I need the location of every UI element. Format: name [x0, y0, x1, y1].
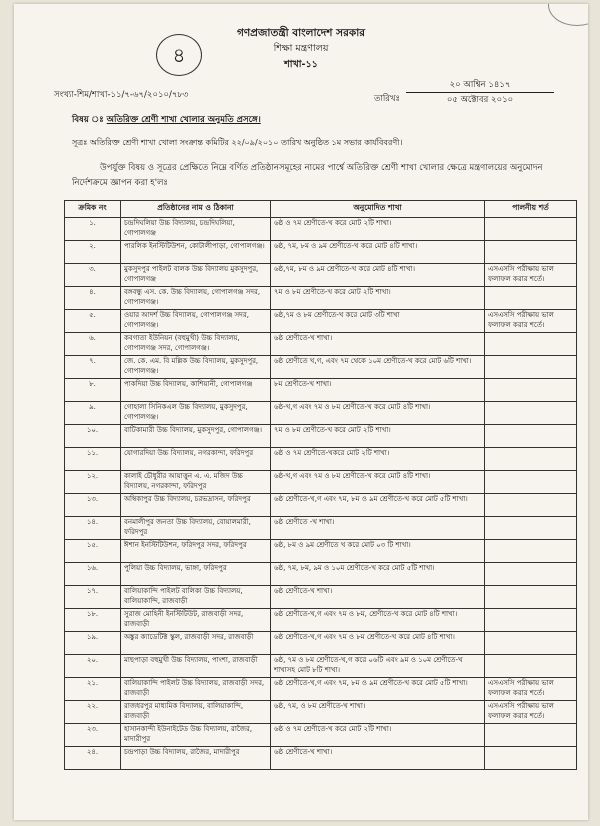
- cell-approved-branch: ৬ষ্ঠ-খ,গ এবং ৭ম ও ৮ম শ্রেণীতে-খ করে মোট ৪টি শাখা।: [271, 471, 485, 494]
- cell-condition: এসএসসি পরীক্ষায় ভাল ফলাফল করার শর্তে।: [485, 678, 577, 701]
- date-bangla: ২০ আশ্বিন ১৪১৭: [449, 80, 511, 90]
- date-label: তারিখঃ: [374, 94, 401, 104]
- date-box: [406, 78, 554, 107]
- cell-institution: বাটিকামারী উচ্চ বিদ্যালয়, মুকসুদপুর, গোপালগঞ্জ।: [121, 425, 271, 448]
- cell-institution: পুলিয়া উচ্চ বিদ্যালয়, ভাঙ্গা, ফরিদপুর: [121, 563, 271, 586]
- cell-condition: [485, 494, 577, 517]
- cell-approved-branch: ৬ষ্ঠ, ৭ম, ৮ম ও ৯ম শ্রেণীতে-খ করে মোট ৪টি শাখা।: [271, 241, 485, 264]
- table-row: [65, 678, 577, 701]
- table-row: [65, 517, 577, 540]
- cell-institution: পাকদিয়া উচ্চ বিদ্যালয়, কাশিয়ানী, গোপালগঞ্জ: [121, 379, 271, 402]
- page-number: ৪: [156, 34, 202, 76]
- table-row: [65, 333, 577, 356]
- table-row: [65, 448, 577, 471]
- cell-institution: পারলিক ইনস্টিটিউশন, কোটালীপাড়া, গোপালগঞ্জ।: [121, 241, 271, 264]
- cell-condition: [485, 747, 577, 770]
- cell-institution: বালিয়াকান্দি পাইলট উচ্চ বিদ্যালয়, রাজবাড়ী সদর, রাজবাড়ী: [121, 678, 271, 701]
- cell-condition: [485, 425, 577, 448]
- cell-approved-branch: ৬ষ্ঠ শ্রেণীতে-খ শাখা।: [271, 747, 485, 770]
- cell-approved-branch: ৬ষ্ঠ ও ৭ম শ্রেণীতে-খ করে মোট ২টি শাখা।: [271, 218, 485, 241]
- cell-approved-branch: ৬ষ্ঠ শ্রেণীতে-খ,গ এবং ৭ম ও ৮ম শ্রেণীতে-খ করে মোট ৪টি শাখা।: [271, 632, 485, 655]
- cell-institution: সুরাজ মোহিনী ইনস্টিটিউট, রাজবাড়ী সদর, রাজবাড়ী: [121, 609, 271, 632]
- cell-condition: [485, 586, 577, 609]
- document-page: [14, 4, 588, 820]
- cell-condition: [485, 540, 577, 563]
- cell-serial: ১১.: [65, 448, 121, 471]
- table-row: [65, 540, 577, 563]
- header-serial: ক্রমিক নং: [65, 201, 121, 218]
- cell-institution: চন্দ্রদিঘলিয়া উচ্চ বিদ্যালয়, চন্দ্রদিঘলিয়া, গোপালগঞ্জ: [121, 218, 271, 241]
- cell-approved-branch: ৬ষ্ঠ, ৮ম ও ৯ম শ্রেণীতে খ করে মোট ০৩ টি শাখা।: [271, 540, 485, 563]
- cell-serial: ৩.: [65, 264, 121, 287]
- cell-approved-branch: ৬ষ্ঠ, ৭ম, ও ৮ম শ্রেণীতে-খ শাখা।: [271, 701, 485, 724]
- cell-serial: ৪.: [65, 287, 121, 310]
- table-row: [65, 287, 577, 310]
- header-institution: প্রতিষ্ঠানের নাম ও ঠিকানা: [121, 201, 271, 218]
- cell-serial: ২৪.: [65, 747, 121, 770]
- cell-serial: ৫.: [65, 310, 121, 333]
- cell-institution: মুকসুদপুর পাইলট বালক উচ্চ বিদ্যালয় মুকসুদপুর, গোপালগঞ্জ: [121, 264, 271, 287]
- cell-approved-branch: ৬ষ্ঠ শ্রেণীতে-খ,গ এবং ৭ম ও ৮ম, শ্রেণীতে-খ করে মোট ৪টি শাখা।: [271, 609, 485, 632]
- cell-institution: ঈশান ইনস্টিটিউশন, ফরিদপুর সদর, ফরিদপুর: [121, 540, 271, 563]
- cell-serial: ২১.: [65, 678, 121, 701]
- corner-stamp: [548, 4, 588, 26]
- subject-text: অতিরিক্ত শ্রেণী শাখা খোলার অনুমতি প্রসঙ্গে।: [106, 115, 261, 125]
- table-row: [65, 310, 577, 333]
- cell-serial: ১৩.: [65, 494, 121, 517]
- table-row: [65, 402, 577, 425]
- cell-institution: বঙ্গবন্ধু এস. কে. উচ্চ বিদ্যালয়, গোপালগঞ্জ সদর, গোপালগঞ্জ।: [121, 287, 271, 310]
- body-paragraph: উপর্যুক্ত বিষয় ও সূত্রের প্রেক্ষিতে নিম্নে বর্ণিত প্রতিষ্ঠানসমূহের নামের পার্শ্বে অতিরিক্ত শ্রেণী শাখা খোলার ক্ষেত্রে মন্ত্রণালয়ের অনুমোদন নির্দেশক্রমে জ্ঞাপন করা হ'লঃ: [72, 163, 543, 188]
- cell-approved-branch: ৮ম শ্রেণীতে-খ শাখা।: [271, 379, 485, 402]
- cell-condition: [485, 655, 577, 678]
- cell-condition: [485, 241, 577, 264]
- cell-condition: এসএসসি পরীক্ষায় ভাল ফলাফল করার শর্তে।: [485, 264, 577, 287]
- cell-institution: বনমালীপুর জনতা উচ্চ বিদ্যালয়, বোয়ালমারী, ফরিদপুর: [121, 517, 271, 540]
- cell-institution: কালাই চৌধুরীর আয়াত্তুন এ. এ. মজিদ উচ্চ বিদ্যালয়, নগরকান্দা, ফরিদপুর: [121, 471, 271, 494]
- cell-institution: অঙ্কুর ক্যাডেটিক্ট স্কুল, রাজবাড়ী সদর, রাজবাড়ী: [121, 632, 271, 655]
- table-header-row: [65, 201, 577, 218]
- cell-serial: ১৪.: [65, 517, 121, 540]
- table-row: [65, 425, 577, 448]
- cell-approved-branch: ৬ষ্ঠ শ্রেণীতে-খ শাখা।: [271, 586, 485, 609]
- table-row: [65, 356, 577, 379]
- cell-condition: [485, 563, 577, 586]
- cell-serial: ১৭.: [65, 586, 121, 609]
- table-row: [65, 264, 577, 287]
- table-row: [65, 701, 577, 724]
- cell-institution: রাজধরপুর মাধ্যমিক বিদ্যালয়, বালিয়াকান্দি, রাজবাড়ী: [121, 701, 271, 724]
- cell-approved-branch: ৬ষ্ঠ শ্রেণীতে -খ শাখা।: [271, 517, 485, 540]
- ministry-title: শিক্ষা মন্ত্রণালয়: [273, 43, 329, 54]
- cell-institution: অম্বিকাপুর উচ্চ বিদ্যালয়, চরভদ্রাসন, ফরিদপুর: [121, 494, 271, 517]
- footer-note: [52, 812, 54, 818]
- cell-serial: ৯.: [65, 402, 121, 425]
- cell-approved-branch: ৬ষ্ঠ, ৭ম ও ৮ম শ্রেণীতে-খ,গ করে ০৬টি এবং ৯ম ও ১০ম শ্রেণীতে-খ শাখাসহ মোট ৮টি শাখা।: [271, 655, 485, 678]
- cell-approved-branch: ৬ষ্ঠ,৭ম ও ৮ম শ্রেণীতে-খ করে মোট ৩টি শাখা: [271, 310, 485, 333]
- subject-label: বিষয় ঃ: [72, 115, 104, 125]
- table-row: [65, 379, 577, 402]
- table-row: [65, 494, 577, 517]
- cell-institution: গোহালা সিনিকএল উচ্চ বিদ্যালয়, মুকসুদপুর, গোপালগঞ্জ।: [121, 402, 271, 425]
- table-row: [65, 724, 577, 747]
- cell-institution: জে. কে. এম. বি মল্লিক উচ্চ বিদ্যালয়, মুকসুদপুর, গোপালগঞ্জ।: [121, 356, 271, 379]
- cell-serial: ১০.: [65, 425, 121, 448]
- cell-serial: ৮.: [65, 379, 121, 402]
- cell-approved-branch: ৬ষ্ঠ, ৭ম, ৮ম, ৯ম ও ১০ম শ্রেণীতে-খ করে মোট ৫টি শাখা।: [271, 563, 485, 586]
- table-row: [65, 632, 577, 655]
- table-row: [65, 471, 577, 494]
- cell-condition: এসএসসি পরীক্ষায় ভাল ফলাফল করার শর্তে।: [485, 310, 577, 333]
- cell-condition: [485, 356, 577, 379]
- cell-condition: [485, 448, 577, 471]
- cell-serial: ২৩.: [65, 724, 121, 747]
- institutions-table: [64, 200, 577, 770]
- cell-serial: ৭.: [65, 356, 121, 379]
- table-row: [65, 747, 577, 770]
- cell-condition: [485, 402, 577, 425]
- cell-institution: হাসানকান্দী ইউনাইটেড উচ্চ বিদ্যালয়, রাজৈর, মাদারীপুর: [121, 724, 271, 747]
- cell-approved-branch: ৬ষ্ঠ ও ৭ম শ্রেণীতে-খকরে মোট ২টি শাখা।: [271, 448, 485, 471]
- cell-serial: ২.: [65, 241, 121, 264]
- table-row: [65, 218, 577, 241]
- cell-institution: যোগারদিয়া উচ্চ বিদ্যালয়, নগরকান্দা, ফরিদপুর: [121, 448, 271, 471]
- cell-approved-branch: ৬ষ্ঠ শ্রেণীতে-খ,গ এবং ৭ম, ৮ম ও ৯ম শ্রেণীতে-খ করে মোট ৫টি শাখা।: [271, 678, 485, 701]
- cell-condition: [485, 517, 577, 540]
- cell-institution: মাছপাড়া বহুমুখী উচ্চ বিদ্যালয়, পাংশা, রাজবাড়ী: [121, 655, 271, 678]
- cell-institution: কবগাতা ইউনিয়ন (বহুমুখী) উচ্চ বিদ্যালয়, গোপালগঞ্জ সদর, গোপালগঞ্জ।: [121, 333, 271, 356]
- cell-condition: [485, 218, 577, 241]
- cell-serial: ২০.: [65, 655, 121, 678]
- table-row: [65, 586, 577, 609]
- cell-approved-branch: ৬ষ্ঠ শ্রেণীতে-খ,গ এবং ৭ম, ৮ম ও ৯ম শ্রেণীতে-খ করে মোট ৫টি শাখা।: [271, 494, 485, 517]
- cell-serial: ১৯.: [65, 632, 121, 655]
- branch-title: শাখা-১১: [284, 59, 318, 70]
- cell-condition: [485, 724, 577, 747]
- cell-condition: এসএসসি পরীক্ষায় ভাল ফলাফল করার শর্তে।: [485, 701, 577, 724]
- cell-serial: ৬.: [65, 333, 121, 356]
- memo-number: সংখ্যা-শিম/শাখা-১১/৭-৬৭/২০১০/৭৮৩: [54, 90, 189, 100]
- cell-institution: বালিয়াকান্দি পাইলট বালিকা উচ্চ বিদ্যালয়, বালিয়াকান্দি, রাজবাড়ী: [121, 586, 271, 609]
- cell-condition: [485, 379, 577, 402]
- cell-approved-branch: ৭ম ও ৮ম শ্রেণীতে-খ করে মোট ২টি শাখা।: [271, 425, 485, 448]
- cell-institution: চন্দ্রপাড়া উচ্চ বিদ্যালয়, রাজৈর, মাদারীপুর: [121, 747, 271, 770]
- cell-approved-branch: ৬ষ্ঠ ও ৭ম শ্রেণীতে-খ করে মোট ২টি শাখা।: [271, 724, 485, 747]
- header-approved-branch: অনুমোদিত শাখা: [271, 201, 485, 218]
- cell-serial: ১৬.: [65, 563, 121, 586]
- subject-line: [72, 113, 261, 127]
- cell-serial: ১৮.: [65, 609, 121, 632]
- table-row: [65, 563, 577, 586]
- cell-condition: [485, 287, 577, 310]
- cell-serial: ১.: [65, 218, 121, 241]
- cell-condition: [485, 632, 577, 655]
- reference-line: সূত্রঃ অতিরিক্ত শ্রেণী শাখা খোলা সংক্রান্ত কমিটির ২২/০৯/২০১০ তারিখ অনুষ্ঠিত ১ম সভার কার্যবিবরণী।: [72, 138, 403, 147]
- date-english: ০৫ অক্টোবর ২০১০: [406, 92, 554, 107]
- table-row: [65, 241, 577, 264]
- cell-serial: ১২.: [65, 471, 121, 494]
- cell-condition: [485, 333, 577, 356]
- cell-condition: [485, 471, 577, 494]
- cell-approved-branch: ৬ষ্ঠ,৭ম, ৮ম ও ৯ম শ্রেণীতে-খ করে মোট ৪টি শাখা।: [271, 264, 485, 287]
- cell-serial: ১৫.: [65, 540, 121, 563]
- table-row: [65, 609, 577, 632]
- cell-approved-branch: ৭ম ও ৮ম শ্রেণীতে-খ করে মোট ২টি শাখা।: [271, 287, 485, 310]
- cell-institution: ওয়ার আদর্শ উচ্চ বিদ্যালয়, গোপালগঞ্জ সদর, গোপালগঞ্জ।: [121, 310, 271, 333]
- cell-condition: [485, 609, 577, 632]
- cell-approved-branch: ৬ষ্ঠ শ্রেণীতে-খ শাখা।: [271, 333, 485, 356]
- header-condition: পালনীয় শর্ত: [485, 201, 577, 218]
- government-title: গণপ্রজাতন্ত্রী বাংলাদেশ সরকার: [236, 27, 366, 39]
- cell-approved-branch: ৬ষ্ঠ-খ,গ এবং ৭ম ও ৮ম শ্রেণীতে-খ করে মোট ৪টি শাখা।: [271, 402, 485, 425]
- cell-serial: ২২.: [65, 701, 121, 724]
- table-row: [65, 655, 577, 678]
- cell-approved-branch: ৬ষ্ঠ শ্রেণীতে খ,গ, এবং ৭ম থেকে ১০ম শ্রেণীতে-খ করে মোট ৬টি শাখা।: [271, 356, 485, 379]
